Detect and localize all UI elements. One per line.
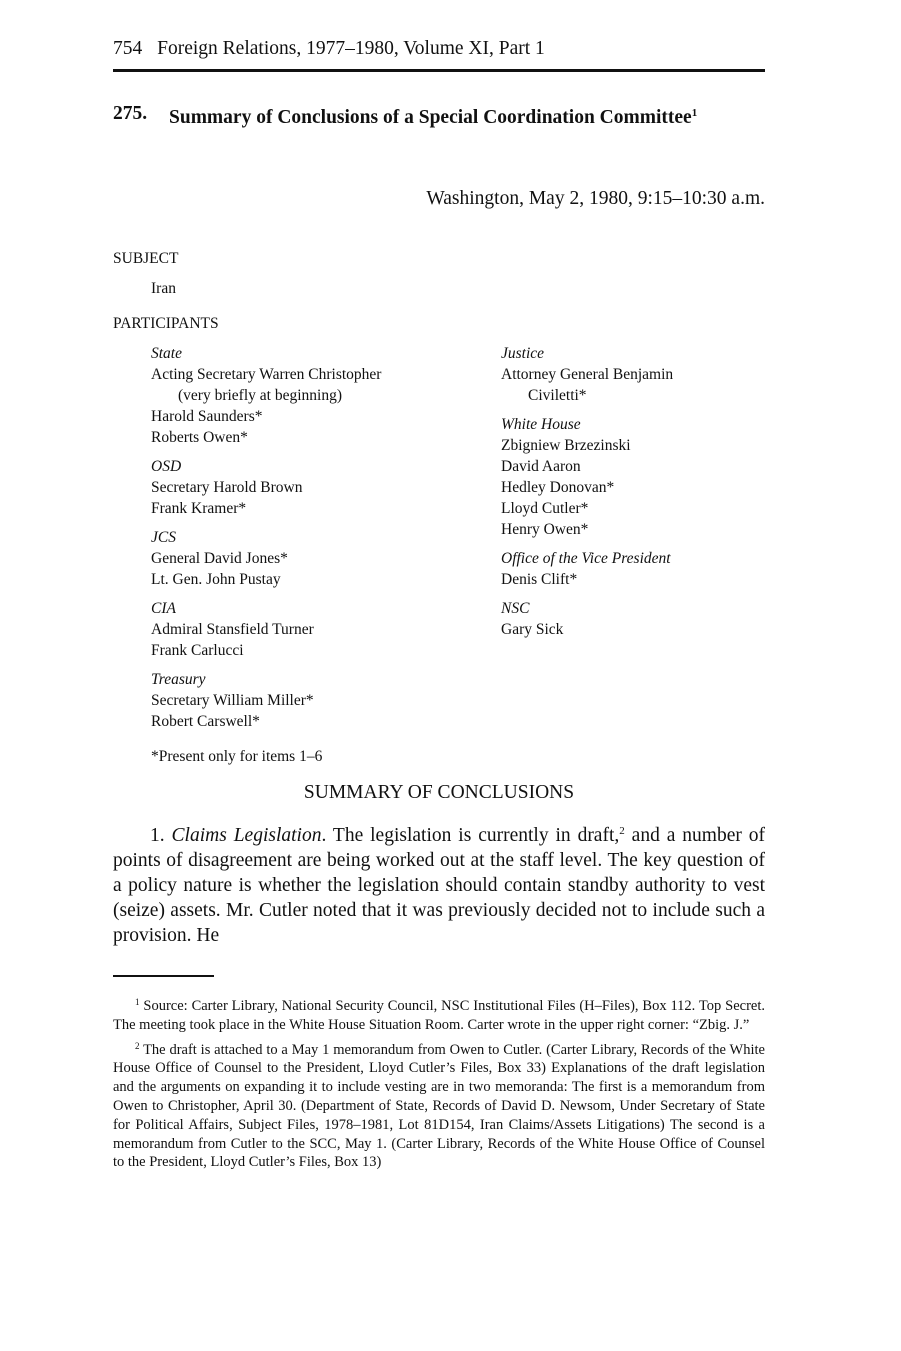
footnote-ref[interactable]: 2 [619,825,625,837]
participant-group-ovp [501,548,781,590]
document-number: 275. [113,103,148,124]
participant-name: Harold Saunders* [151,408,263,425]
participant-group-justice [501,343,781,406]
participant-name: David Aaron [501,458,581,475]
summary-item-1 [113,819,765,948]
item-title: Claims Legislation [171,825,322,846]
title-footnote-ref[interactable]: 1 [691,107,698,119]
item-text-2: and a number of points of disagreement are being worked out at the staff level. The key question of a policy nature is whether the legislation should contain standby authority to vest (seize) assets. Mr. Cutler noted that it was previously decided not to include such a provision. He [113,825,766,946]
footnotes [113,993,765,1174]
participant-name: Hedley Donovan* [501,479,615,496]
participants-right-column [501,343,781,648]
document-title-text: Summary of Conclusions of a Special Coordination Committee [169,107,692,128]
footnote-rule [113,975,214,977]
participant-name: Attorney General Benjamin [501,366,674,383]
participant-name: Frank Kramer* [151,500,247,517]
participant-name: Frank Carlucci [151,642,244,659]
agency-label: Justice [501,345,545,362]
participant-name: Denis Clift* [501,571,578,588]
participant-name: Lloyd Cutler* [501,500,589,517]
participants-left-column [151,343,491,740]
dateline: Washington, May 2, 1980, 9:15–10:30 a.m. [426,188,765,209]
agency-label: State [151,345,182,362]
footnote-text: Source: Carter Library, National Security Council, NSC Institutional Files (H–Files), Box 112. Top Secret. The meeting took place in the White House Situation Room. Carter wrote in the upper right corner: “Zbig. J.” [113,998,766,1033]
participant-group-white-house [501,414,781,540]
footnote [113,993,765,1035]
participant-name: Zbigniew Brzezinski [501,437,631,454]
participant-group-state [151,343,491,448]
page-number: 754 [113,38,143,59]
agency-label: White House [501,416,581,433]
participant-name: Admiral Stansfield Turner [151,621,314,638]
participant-note: (very briefly at beginning) [178,387,342,404]
footnote-marker: 2 [135,1040,140,1051]
item-text-1: . The legislation is currently in draft, [321,825,620,846]
header-rule [113,69,765,72]
participant-group-osd [151,456,491,519]
participant-name: Lt. Gen. John Pustay [151,571,281,588]
participant-name: General David Jones* [151,550,288,567]
subject-value: Iran [151,280,176,297]
participant-group-jcs [151,527,491,590]
agency-label: NSC [501,600,530,617]
footnote [113,1037,765,1173]
subject-label: SUBJECT [113,250,179,267]
participant-group-nsc [501,598,781,640]
participant-name-cont: Civiletti* [528,387,587,404]
footnote-marker: 1 [135,997,140,1007]
participant-name: Gary Sick [501,621,564,638]
participant-name: Henry Owen* [501,521,589,538]
summary-heading: SUMMARY OF CONCLUSIONS [303,782,575,803]
agency-label: CIA [151,600,176,617]
agency-label: Office of the Vice President [501,550,671,567]
participant-name: Robert Carswell* [151,713,260,730]
participant-name: Secretary Harold Brown [151,479,303,496]
footnote-text: The draft is attached to a May 1 memorandum from Owen to Cutler. (Carter Library, Records of the White House Office of Counsel to the President, Lloyd Cutler’s Files, Box 33) Explanations of the draft legislation and the arguments on expanding it to include vesting are in two memoranda: The first is a memorandum from Owen to Christopher, April 30. (Department of State, Records of David D. Newsom, Under Secretary of State for Political Affairs, Subject Files, 1978–1981, Lot 81D154, Iran Claims/Assets Litigations) The second is a memorandum from Cutler to the SCC, May 1. (Carter Library, Records of the White House Office of Counsel to the President, Lloyd Cutler’s Files, Box 13) [113,1041,765,1171]
participant-group-cia [151,598,491,661]
participant-name: Roberts Owen* [151,429,248,446]
agency-label: OSD [151,458,182,475]
running-header [113,38,765,60]
agency-label: JCS [151,529,176,546]
agency-label: Treasury [151,671,206,688]
participant-name: Secretary William Miller* [151,692,314,709]
participant-name: Acting Secretary Warren Christopher [151,366,382,383]
running-title: Foreign Relations, 1977–1980, Volume XI, Part 1 [157,38,545,59]
item-number: 1. [150,825,165,846]
participants-label: PARTICIPANTS [113,315,219,332]
attendance-note: *Present only for items 1–6 [151,748,323,765]
participant-group-treasury [151,669,491,732]
